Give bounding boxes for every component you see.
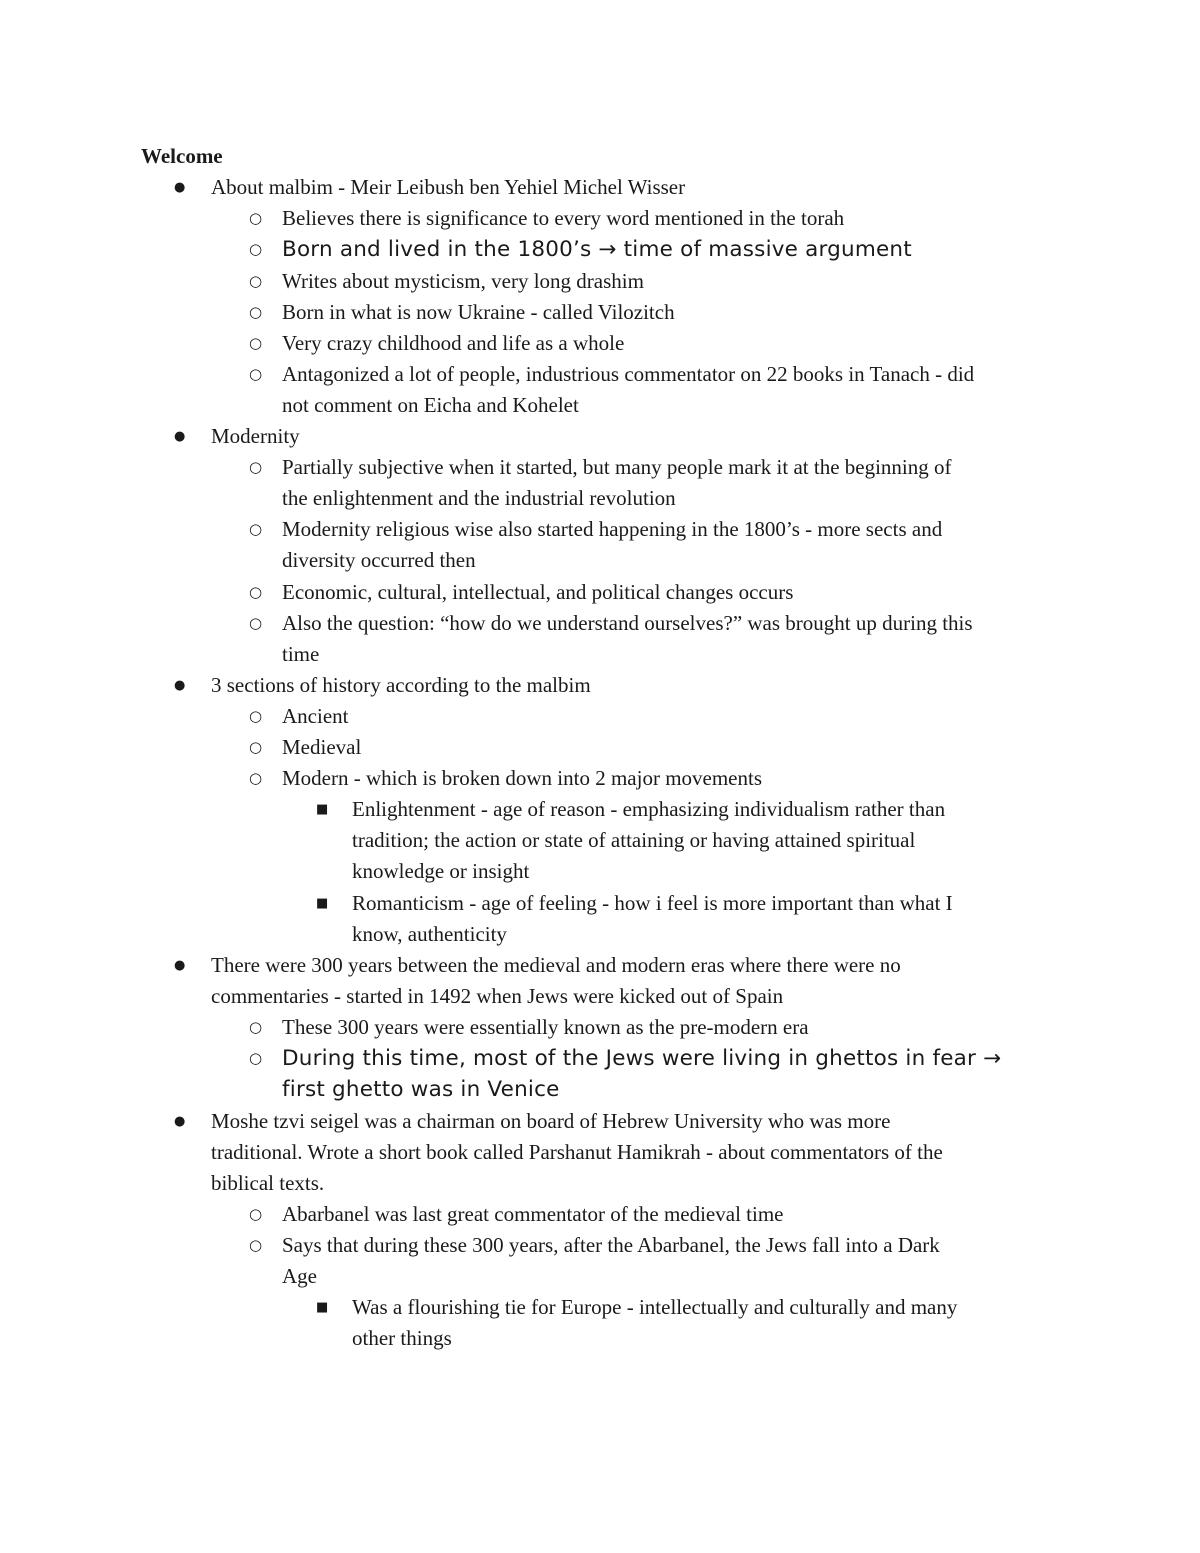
list-item: Was a flourishing tie for Europe - intellectually and culturally and many (352, 1295, 958, 1319)
bullet-icon: ○ (249, 614, 263, 632)
list-item: 3 sections of history according to the malbim (211, 673, 591, 697)
bullet-icon: ○ (249, 738, 263, 756)
list-item-continuation: other things (352, 1326, 452, 1350)
list-item-continuation: tradition; the action or state of attaining or having attained spiritual (352, 828, 916, 852)
list-item: These 300 years were essentially known as the pre-modern era (282, 1015, 809, 1039)
bullet-icon: ○ (249, 365, 263, 383)
bullet-icon: ■ (316, 1300, 329, 1315)
bullet-icon: ○ (249, 707, 263, 725)
list-item: Medieval (282, 735, 362, 759)
list-item: Modernity (211, 424, 300, 448)
list-item-continuation: know, authenticity (352, 922, 507, 946)
bullet-icon: ○ (249, 520, 263, 538)
list-item: Born in what is now Ukraine - called Vilozitch (282, 300, 675, 324)
bullet-icon: ○ (249, 240, 263, 258)
bullet-icon: ■ (316, 802, 329, 817)
bullet-icon: ■ (316, 896, 329, 911)
bullet-icon: ○ (249, 334, 263, 352)
list-item: About malbim - Meir Leibush ben Yehiel Michel Wisser (211, 175, 686, 199)
bullet-icon: ○ (249, 303, 263, 321)
list-item-continuation: commentaries - started in 1492 when Jews were kicked out of Spain (211, 984, 784, 1008)
list-item: Very crazy childhood and life as a whole (282, 331, 625, 355)
list-item-emphasized: During this time, most of the Jews were living in ghettos in fear → (282, 1046, 1002, 1071)
list-item: There were 300 years between the medieval and modern eras where there were no (211, 953, 901, 977)
list-item: Modern - which is broken down into 2 major movements (282, 766, 763, 790)
list-item: Economic, cultural, intellectual, and political changes occurs (282, 580, 794, 604)
bullet-icon: ● (174, 180, 186, 195)
bullet-icon: ● (174, 678, 186, 693)
list-item: Also the question: “how do we understand ourselves?” was brought up during this (282, 611, 973, 635)
list-item-continuation: not comment on Eicha and Kohelet (282, 393, 579, 417)
bullet-icon: ○ (249, 769, 263, 787)
bullet-icon: ○ (249, 1018, 263, 1036)
list-item-emphasized: Born and lived in the 1800’s → time of massive argument (282, 237, 912, 262)
bullet-icon: ○ (249, 458, 263, 476)
list-item-continuation: time (282, 642, 320, 666)
bullet-icon: ○ (249, 209, 263, 227)
bullet-icon: ● (174, 1114, 186, 1129)
list-item-continuation: knowledge or insight (352, 859, 530, 883)
list-item: Writes about mysticism, very long drashim (282, 269, 644, 293)
page-title: Welcome (141, 144, 223, 168)
list-item-continuation: first ghetto was in Venice (282, 1077, 560, 1102)
list-item: Believes there is significance to every word mentioned in the torah (282, 206, 845, 230)
bullet-icon: ● (174, 958, 186, 973)
bullet-icon: ○ (249, 272, 263, 290)
list-item: Partially subjective when it started, but many people mark it at the beginning of (282, 455, 952, 479)
list-item: Moshe tzvi seigel was a chairman on board of Hebrew University who was more (211, 1109, 891, 1133)
bullet-icon: ○ (249, 583, 263, 601)
list-item-continuation: the enlightenment and the industrial revolution (282, 486, 676, 510)
list-item: Modernity religious wise also started happening in the 1800’s - more sects and (282, 517, 943, 541)
bullet-icon: ● (174, 429, 186, 444)
list-item: Ancient (282, 704, 349, 728)
list-item: Says that during these 300 years, after the Abarbanel, the Jews fall into a Dark (282, 1233, 940, 1257)
list-item-continuation: biblical texts. (211, 1171, 325, 1195)
list-item: Enlightenment - age of reason - emphasizing individualism rather than (352, 797, 946, 821)
list-item: Abarbanel was last great commentator of the medieval time (282, 1202, 784, 1226)
bullet-icon: ○ (249, 1205, 263, 1223)
bullet-icon: ○ (249, 1236, 263, 1254)
list-item: Antagonized a lot of people, industrious commentator on 22 books in Tanach - did (282, 362, 975, 386)
list-item-continuation: Age (282, 1264, 317, 1288)
list-item-continuation: traditional. Wrote a short book called Parshanut Hamikrah - about commentators of the (211, 1140, 943, 1164)
list-item: Romanticism - age of feeling - how i feel is more important than what I (352, 891, 953, 915)
bullet-icon: ○ (249, 1049, 263, 1067)
list-item-continuation: diversity occurred then (282, 548, 476, 572)
